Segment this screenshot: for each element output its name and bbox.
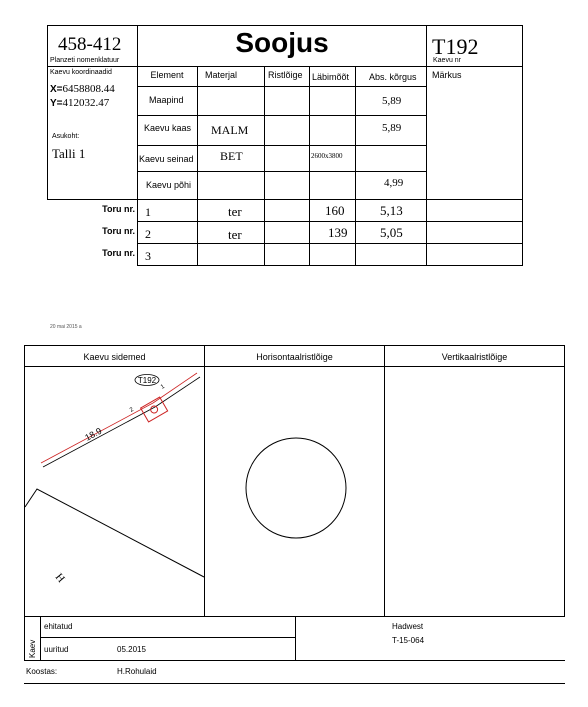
footer-project-code: T-15-064	[392, 636, 425, 645]
pipe-label-1: Toru nr.	[102, 204, 135, 214]
footer-vertical-label: Kaev	[28, 639, 37, 658]
pipe-material-2: ter	[228, 227, 242, 242]
row-material-3: BET	[220, 149, 243, 163]
well-cover	[149, 405, 159, 415]
panel-header-connections: Kaevu sidemed	[83, 352, 146, 362]
col-material: Materjal	[205, 70, 238, 80]
coord-x-label: X=	[50, 84, 63, 95]
footer-company: Hadwest	[392, 622, 424, 631]
footer-compiled-label: Koostas:	[26, 667, 58, 676]
pipe-material-1: ter	[228, 204, 242, 219]
row-height-4: 4,99	[384, 177, 404, 189]
row-material-2: MALM	[211, 123, 249, 137]
well-id-label: Kaevu nr	[433, 57, 462, 64]
row-height-2: 5,89	[382, 122, 402, 134]
pipe-diameter-1: 160	[325, 203, 345, 218]
coord-x	[50, 83, 115, 95]
coord-x-value: 6458808.44	[62, 83, 115, 95]
well-shaft-circle	[246, 438, 346, 538]
pipe-label-3: Toru nr.	[102, 248, 135, 258]
col-abs-height: Abs. kõrgus	[369, 72, 417, 82]
horizontal-section	[205, 367, 384, 616]
well-id: T192	[432, 34, 479, 59]
pipe-height-1: 5,13	[380, 203, 403, 218]
pipe-no-1: 1	[145, 205, 151, 219]
small-note: 20 mai 2015 a	[50, 324, 82, 330]
location-value: Talli 1	[52, 146, 86, 161]
row-element-3: Kaevu seinad	[139, 154, 194, 164]
row-element-4: Kaevu põhi	[146, 180, 192, 190]
building-outline	[25, 489, 204, 577]
pipe-no-2: 2	[145, 227, 151, 241]
well-tag: T192	[137, 376, 157, 385]
card-title: Soojus	[235, 27, 329, 58]
building-label: H	[52, 571, 68, 586]
coord-y-value: 412032.47	[62, 97, 110, 109]
coord-y-label: Y=	[50, 98, 63, 109]
pipe-line-2-red	[153, 373, 197, 403]
pipe-height-2: 5,05	[380, 225, 403, 240]
footer-survey-date: 05.2015	[117, 645, 146, 654]
footer-built-label: ehitatud	[44, 622, 73, 631]
marker-2: 2	[129, 406, 135, 414]
pipe-label-2: Toru nr.	[102, 226, 135, 236]
coords-label: Kaevu koordinaadid	[50, 69, 112, 76]
row-element-1: Maapind	[149, 95, 184, 105]
pipe-diameter-2: 139	[328, 225, 348, 240]
location-label: Asukoht:	[52, 133, 80, 140]
col-remarks: Märkus	[432, 70, 462, 80]
nomenclature-label: Planzeti nomenklatuur	[50, 57, 120, 64]
footer-surveyed-label: uuritud	[44, 645, 69, 654]
pipe-line-2	[155, 377, 200, 407]
distance-label: 18.9	[83, 425, 104, 443]
panel-header-vertical: Vertikaalristlõige	[441, 352, 508, 362]
col-element: Element	[150, 70, 184, 80]
footer-compiled-name: H.Rohulaid	[117, 667, 157, 676]
col-diameter: Läbimõõt	[312, 72, 350, 82]
coord-y	[50, 97, 109, 109]
row-height-1: 5,89	[382, 95, 402, 107]
row-diameter-3: 2600x3800	[311, 152, 343, 160]
connections-map	[25, 367, 204, 616]
row-element-2: Kaevu kaas	[144, 123, 192, 133]
nomenclature-code: 458-412	[58, 34, 122, 55]
marker-1: 1	[160, 383, 166, 391]
col-cross-section: Ristlõige	[268, 70, 303, 80]
pipe-no-3: 3	[145, 249, 151, 263]
pipe-line	[43, 407, 155, 467]
panel-header-horizontal: Horisontaalristlõige	[256, 352, 333, 362]
